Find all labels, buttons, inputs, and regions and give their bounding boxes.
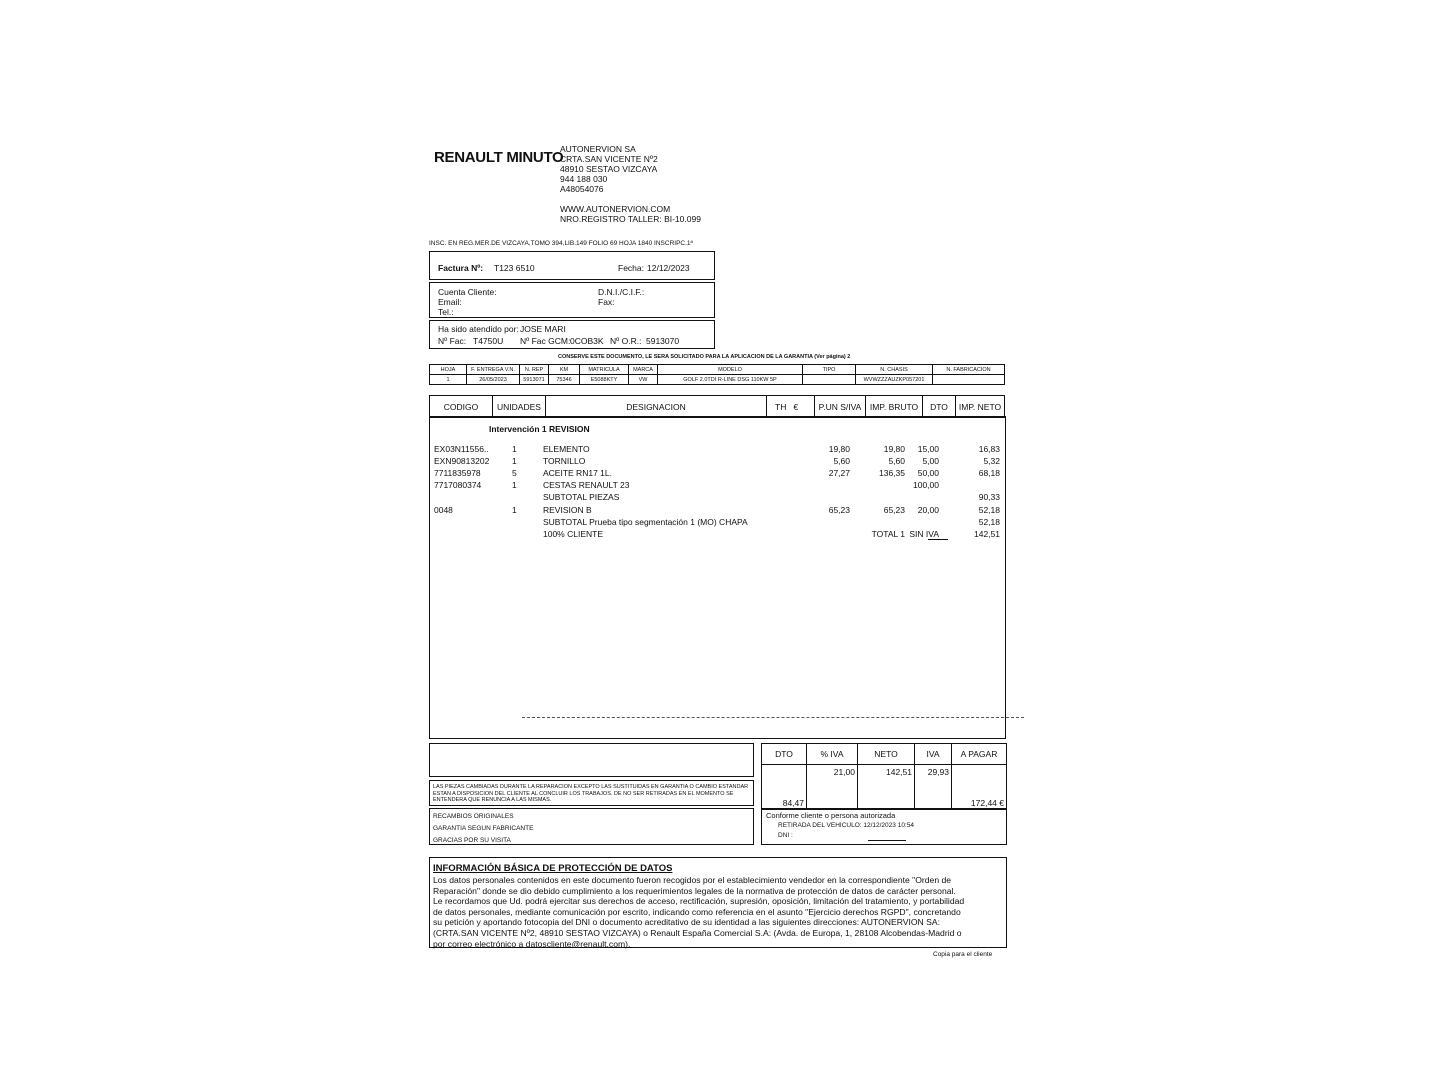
line-designacion: ACEITE RN17 1L. (543, 468, 612, 479)
sum-dto-cell (762, 765, 807, 810)
line-unidades: 1 (512, 444, 517, 454)
aviso-piezas: LAS PIEZAS CAMBIADAS DURANTE LA REPARACION EXCEPTO LAS SUSTITUIDAS EN GARANTIA O CAMBIO ESTANDAR ESTAN A DISPOSICION DEL CLIENTE AL CONCLUIR LOS TRABAJOS. DE NO SER RETIRADAS EN EL MOMENTO SE ENTENDERA QUE RENUNCIA A LAS MISMAS. (433, 784, 749, 803)
line-designacion: ELEMENTO (543, 444, 590, 454)
nfac-gcm-value: 0COB3K (570, 336, 604, 346)
atendido-label: Ha sido atendido por: (438, 324, 519, 334)
col-designacion: DESIGNACION (546, 396, 767, 418)
inscripcion: INSC. EN REG.MER.DE VIZCAYA,TOMO 394,LIB.149 FOLIO 69 HOJA 1840 INSCRIPC.1ª (429, 240, 693, 247)
line-dto: 50,00 (917, 468, 939, 479)
veh-value: 5913071 (520, 375, 549, 385)
company-line: 48910 SESTAO VIZCAYA (560, 164, 658, 174)
line-dto: SIN IVA (909, 528, 939, 539)
cliente-box (429, 282, 715, 318)
sum-dto: 84,47 (782, 798, 804, 808)
line-neto: 52,18 (978, 504, 1000, 515)
veh-header: N. CHASIS (856, 365, 933, 375)
sin-iva-underline (928, 539, 948, 540)
line-designacion: SUBTOTAL Prueba tipo segmentación 1 (MO) CHAPA (543, 516, 748, 527)
observaciones-box (429, 743, 754, 777)
proteccion-line: Le recordamos que Ud. podrá ejercitar sus derechos de acceso, rectificación, supresión, oposición, limitación del tratamiento, y portabilidad (433, 896, 965, 907)
line-neto: 142,51 (974, 528, 1000, 539)
col-bruto: IMP. BRUTO (866, 396, 923, 418)
proteccion-line: (CRTA.SAN VICENTE Nº2, 48910 SESTAO VIZCAYA) o Renault España Comercial S.A: (Avda. de Europa, 1, 28108 Alcobendas-Madrid o (433, 928, 962, 938)
sum-neto: 142,51 (858, 765, 915, 810)
factura-box (429, 251, 715, 280)
proteccion-line: Los datos personales contenidos en este documento fueron recogidos por el establecimiento vendedor en la correspondiente "Orden de (433, 875, 952, 885)
company-line: 944 188 030 (560, 174, 608, 184)
atencion-box (429, 320, 715, 349)
veh-value: E5088KTY (580, 375, 629, 385)
email-label: Email: (438, 297, 462, 307)
col-neto: IMP. NETO (956, 396, 1005, 418)
conforme-box (761, 808, 1007, 845)
veh-header: F. ENTREGA V.N. (467, 365, 520, 375)
line-designacion: 100% CLIENTE (543, 528, 603, 539)
line-pun: 19,80 (828, 444, 850, 454)
col-euro: € (793, 401, 799, 412)
line-unidades: 5 (512, 468, 517, 479)
fecha-label: Fecha: (618, 263, 644, 273)
intervencion-title: Intervención 1 REVISION (489, 424, 590, 434)
line-codigo: 7717080374 (434, 480, 482, 491)
line-designacion: SUBTOTAL PIEZAS (543, 492, 620, 503)
line-unidades: 1 (512, 504, 517, 515)
col-dto: DTO (923, 396, 956, 418)
line-codigo: 7711835978 (434, 468, 481, 479)
line-bruto: 136,35 (879, 468, 905, 479)
col-unidades: UNIDADES (493, 396, 546, 418)
company-line: AUTONERVION SA (560, 144, 636, 154)
proteccion-line: de datos personales, mediante comunicación por escrito, indicando como referencia en el asunto "Ejercicio derechos RGPD", concretando (433, 906, 961, 917)
line-neto: 68,18 (978, 468, 1000, 479)
line-codigo: 0048 (434, 504, 453, 515)
company-registro: NRO.REGISTRO TALLER: BI-10.099 (560, 214, 701, 224)
summary-table (761, 743, 1007, 810)
veh-value (933, 375, 1005, 385)
sum-pagar: 172,44 € (970, 798, 1004, 808)
line-codigo: EX03N11556.. (434, 444, 489, 454)
nor-label: Nº O.R.: (610, 336, 642, 346)
sum-h-pagar: A PAGAR (952, 744, 1007, 765)
nota-line: RECAMBIOS ORIGINALES (433, 813, 514, 820)
veh-value: GOLF 2.0TDI R-LINE DSG 110KW 5P (658, 375, 803, 385)
line-bruto: 5,60 (888, 456, 905, 467)
signature-line (868, 840, 906, 841)
line-neto: 5,32 (983, 456, 1000, 467)
nfac-value: T4750U (473, 336, 504, 346)
dni-label: D.N.I./C.I.F.: (598, 287, 645, 297)
line-neto: 52,18 (978, 516, 1000, 527)
col-th (767, 396, 815, 418)
line-designacion: TORNILLO (543, 456, 586, 467)
nota-line: GARANTIA SEGUN FABRICANTE (433, 825, 534, 832)
proteccion-title: INFORMACIÓN BÁSICA DE PROTECCIÓN DE DATOS (433, 863, 673, 874)
nfac-gcm-label: Nº Fac GCM: (520, 336, 571, 346)
factura-label: Factura Nº: (438, 263, 484, 273)
veh-value: 1 (430, 375, 467, 385)
factura-number: T123 6510 (494, 263, 535, 273)
notas-box (429, 808, 754, 845)
company-line: A48054076 (560, 184, 604, 194)
veh-header: HOJA (430, 365, 467, 375)
line-designacion: REVISION B (543, 504, 592, 515)
sum-pagar-cell (952, 765, 1007, 810)
veh-value: 26/05/2023 (467, 375, 520, 385)
brand-logo: RENAULT MINUTO (434, 149, 564, 166)
line-neto: 90,33 (978, 492, 1000, 503)
veh-header: N. REP (520, 365, 549, 375)
veh-value: WVWZZZAUZKP057201 (856, 375, 933, 385)
sum-h-neto: NETO (858, 744, 915, 765)
line-dto: 100,00 (913, 480, 939, 491)
sum-iva: 29,93 (915, 765, 952, 810)
summary-value-row (762, 765, 1007, 810)
proteccion-line: por correo electrónico a datoscliente@renault.com). (433, 938, 631, 949)
items-divider (522, 717, 1024, 718)
line-bruto: 19,80 (883, 444, 905, 454)
line-codigo: EXN90813202 (434, 456, 490, 467)
line-designacion: CESTAS RENAULT 23 (543, 480, 630, 491)
line-bruto: 65,23 (883, 504, 905, 515)
nota-line: GRACIAS POR SU VISITA (433, 837, 511, 844)
line-unidades: 1 (512, 480, 517, 491)
company-line: CRTA.SAN VICENTE Nº2 (560, 154, 658, 164)
sum-h-iva-pct: % IVA (807, 744, 858, 765)
cuenta-label: Cuenta Cliente: (438, 287, 497, 297)
summary-header-row (762, 744, 1007, 765)
line-neto: 16,83 (978, 444, 1000, 454)
col-pun: P.UN S/IVA (815, 396, 866, 418)
veh-header: KM (549, 365, 580, 375)
line-pun: 65,23 (828, 504, 850, 515)
proteccion-line: su petición y aportando fotocopia del DNI o documento acreditativo de su identidad a las siguientes direcciones: AUTONERVION SA: (433, 917, 940, 928)
nor-value: 5913070 (646, 336, 680, 346)
line-dto: 15,00 (917, 444, 939, 454)
fecha-value: 12/12/2023 (647, 263, 690, 273)
veh-header: TIPO (803, 365, 856, 375)
veh-header: N. FABRICACION (933, 365, 1005, 375)
col-codigo: CODIGO (430, 396, 493, 418)
veh-value (803, 375, 856, 385)
aviso-piezas-box (429, 780, 754, 806)
line-dto: 20,00 (917, 504, 939, 515)
line-dto: 5,00 (922, 456, 939, 467)
veh-value: VW (629, 375, 658, 385)
line-bruto: TOTAL 1 (871, 528, 905, 539)
fax-label: Fax: (598, 297, 615, 307)
vehiculo-value-row (430, 375, 1005, 385)
veh-value: 75346 (549, 375, 580, 385)
proteccion-line: Reparación" donde se dio debido cumplimiento a los requerimientos legales de la normativa de protección de datos de carácter personal. (433, 885, 956, 896)
copia-cliente: Copia para el cliente (933, 951, 993, 958)
atendido-value: JOSE MARI (520, 324, 566, 334)
sum-h-iva: IVA (915, 744, 952, 765)
veh-header: MODELO (658, 365, 803, 375)
proteccion-box (429, 857, 1007, 948)
line-pun: 27,27 (828, 468, 850, 479)
company-web: WWW.AUTONERVION.COM (560, 204, 671, 214)
vehiculo-header-row (430, 365, 1005, 375)
columns-header (429, 395, 1005, 418)
sum-iva-pct: 21,00 (807, 765, 858, 810)
conforme-dni: DNI : (778, 832, 793, 839)
nfac-label: Nº Fac: (438, 336, 467, 346)
aviso-garantia: CONSERVE ESTE DOCUMENTO, LE SERA SOLICITADO PARA LA APLICACION DE LA GARANTIA (Ver página) 2 (558, 354, 851, 360)
tel-label: Tel.: (438, 307, 454, 317)
col-th-label: TH (775, 401, 787, 412)
veh-header: MATRICULA (580, 365, 629, 375)
conforme-retirada: RETIRADA DEL VEHICULO: 12/12/2023 10:54 (778, 822, 914, 829)
veh-header: MARCA (629, 365, 658, 375)
conforme-title: Conforme cliente o persona autorizada (766, 811, 896, 820)
line-unidades: 1 (512, 456, 517, 467)
vehiculo-table (429, 364, 1005, 385)
line-pun: 5,60 (833, 456, 850, 467)
sum-h-dto: DTO (762, 744, 807, 765)
